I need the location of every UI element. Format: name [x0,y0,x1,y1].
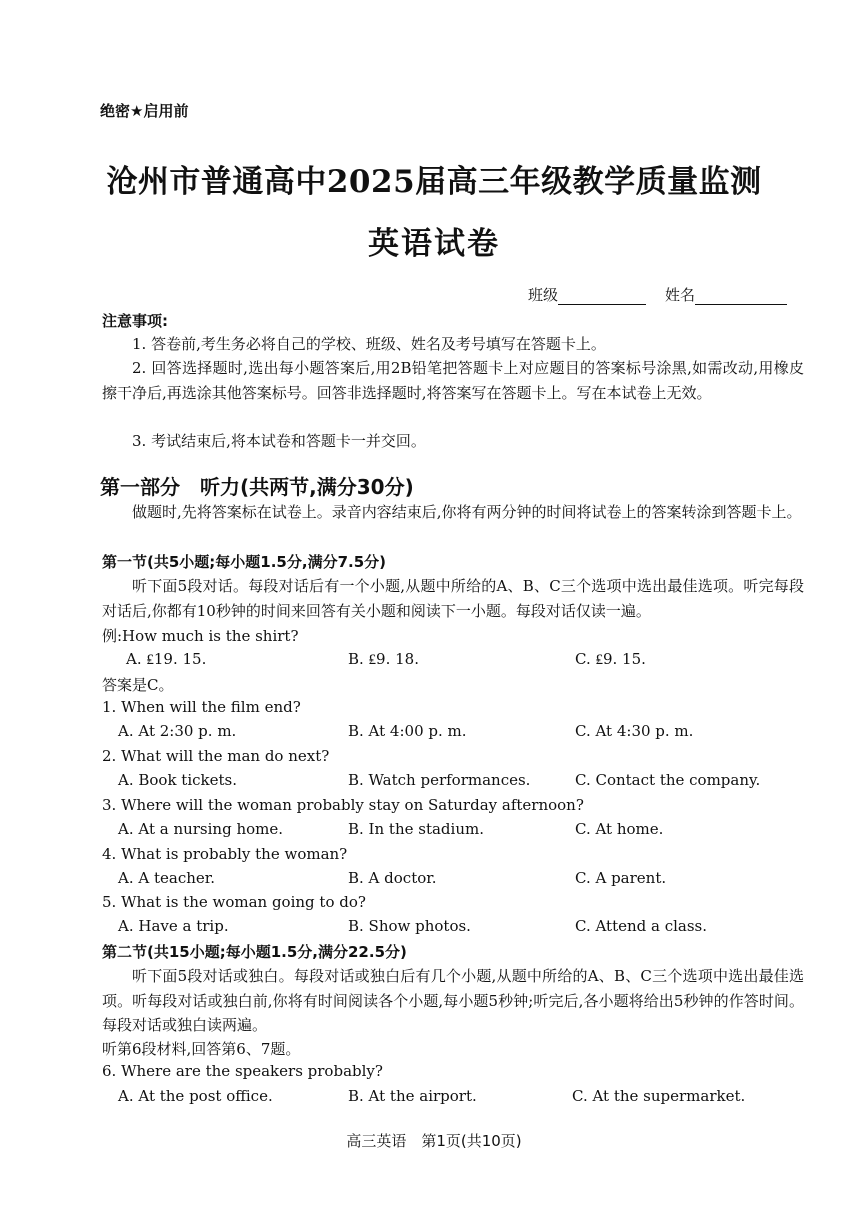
q2-option-b: B. Watch performances. [348,771,531,789]
q4-option-c: C. A parent. [575,869,667,887]
material-6-instruction: 听第6段材料,回答第6、7题。 [102,1040,301,1058]
class-field[interactable] [528,284,646,305]
page-footer: 高三英语 第1页(共10页) [346,1132,522,1150]
question-1: 1. When will the film end? [102,698,301,716]
note-item-3: 3. 考试结束后,将本试卷和答题卡一并交回。 [132,432,426,450]
example-option-a: A. ₤19. 15. [126,650,207,668]
q3-option-b: B. In the stadium. [348,820,484,838]
exam-title: 沧州市普通高中2025届高三年级教学质量监测 [106,164,762,200]
q5-option-a: A. Have a trip. [118,917,229,935]
q2-option-a: A. Book tickets. [118,771,237,789]
part1-heading: 第一部分 听力(共两节,满分30分) [100,475,414,499]
q4-option-a: A. A teacher. [118,869,216,887]
q6-option-a: A. At the post office. [118,1087,273,1105]
question-6: 6. Where are the speakers probably? [102,1062,383,1080]
question-2: 2. What will the man do next? [102,747,330,765]
q3-option-a: A. At a nursing home. [118,820,284,838]
part1-intro: 做题时,先将答案标在试卷上。录音内容结束后,你将有两分钟的时间将试卷上的答案转涂到答题卡上。 [132,503,802,521]
example-option-b: B. ₤9. 18. [348,650,419,668]
section2-intro: 听下面5段对话或独白。每段对话或独白后有几个小题,从题中所给的A、B、C三个选项中选出最佳选项。听每段对话或独白前,你将有时间阅读各个小题,每小题5秒钟;听完后,各小题将给出5秒钟的作答时间。每段对话或独白读两遍。 [102,967,804,1034]
name-blank-line [695,290,787,305]
q5-option-b: B. Show photos. [348,917,471,935]
q5-option-c: C. Attend a class. [575,917,708,935]
q3-option-c: C. At home. [575,820,664,838]
question-3: 3. Where will the woman probably stay on Saturday afternoon? [102,796,584,814]
name-label: 姓名 [665,286,696,304]
q1-option-b: B. At 4:00 p. m. [348,722,467,740]
question-5: 5. What is the woman going to do? [102,893,366,911]
section2-heading: 第二节(共15小题;每小题1.5分,满分22.5分) [102,943,407,961]
section1-heading: 第一节(共5小题;每小题1.5分,满分7.5分) [102,553,386,571]
example-answer: 答案是C。 [102,676,174,694]
q6-option-b: B. At the airport. [348,1087,477,1105]
q1-option-c: C. At 4:30 p. m. [575,722,694,740]
q1-option-a: A. At 2:30 p. m. [118,722,237,740]
q4-option-b: B. A doctor. [348,869,437,887]
note-item-2: 2. 回答选择题时,选出每小题答案后,用2B铅笔把答题卡上对应题目的答案标号涂黑,如需改动,用橡皮擦干净后,再选涂其他答案标号。回答非选择题时,将答案写在答题卡上。写在本试卷上无效。 [102,359,804,402]
exam-subject-title: 英语试卷 [368,226,500,262]
q2-option-c: C. Contact the company. [575,771,761,789]
section1-intro: 听下面5段对话。每段对话后有一个小题,从题中所给的A、B、C三个选项中选出最佳选项。听完每段对话后,你都有10秒钟的时间来回答有关小题和阅读下一小题。每段对话仅读一遍。 [102,577,804,620]
name-field[interactable] [665,284,787,305]
q6-option-c: C. At the supermarket. [572,1087,746,1105]
class-label: 班级 [528,286,559,304]
example-option-c: C. ₤9. 15. [575,650,646,668]
notes-heading: 注意事项: [102,312,168,330]
class-blank-line [558,290,646,305]
note-item-1: 1. 答卷前,考生务必将自己的学校、班级、姓名及考号填写在答题卡上。 [132,335,606,353]
question-4: 4. What is probably the woman? [102,845,348,863]
secret-mark: 绝密★启用前 [100,102,189,120]
example-question: 例:How much is the shirt? [102,627,299,645]
